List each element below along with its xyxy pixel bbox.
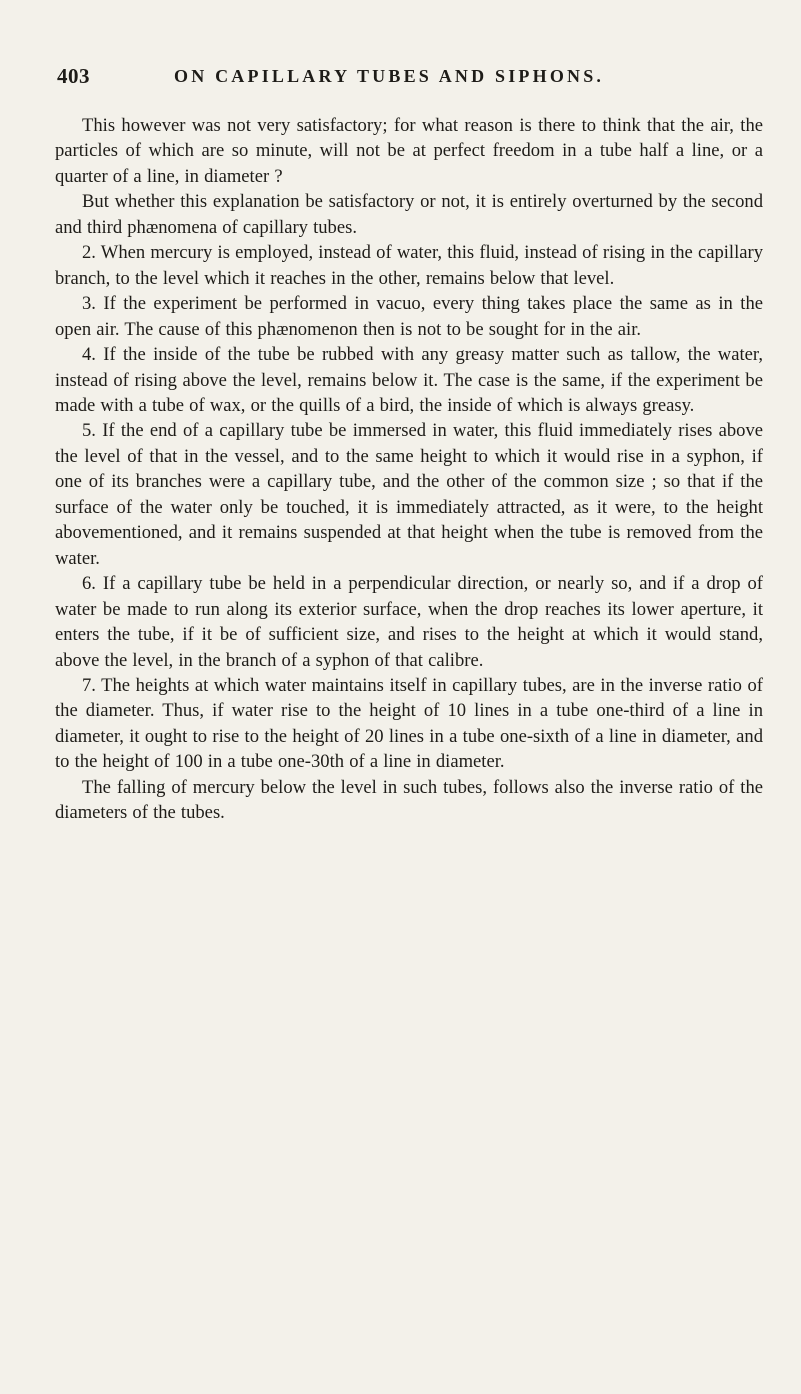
paragraph: But whether this explanation be satisfactory or not, it is entirely overturned by the second and third phænomena of capillary tubes.: [55, 191, 763, 238]
page-header: [57, 64, 757, 94]
paragraph: 3. If the experiment be performed in vacuo, every thing takes place the same as in the open air. The cause of this phænomenon then is not to be sought for in the air.: [55, 293, 763, 340]
paragraph: 4. If the inside of the tube be rubbed with any greasy matter such as tallow, the water, instead of rising above the level, remains below it. The case is the same, if the experiment be made with a tube of wax, or the quills of a bird, the inside of which is always greasy.: [55, 344, 763, 416]
paragraph: 7. The heights at which water maintains itself in capillary tubes, are in the inverse ratio of the diameter. Thus, if water rise to the height of 10 lines in a tube one-third of a line in diameter, it ought to rise to the height of 20 lines in a tube one-sixth of a line in diameter, and to the height of 100 in a tube one-30th of a line in diameter.: [55, 674, 763, 773]
paragraph: 2. When mercury is employed, instead of water, this fluid, instead of rising in the capillary branch, to the level which it reaches in the other, remains below that level.: [55, 242, 763, 289]
body-text: [55, 113, 763, 826]
paragraph: 6. If a capillary tube be held in a perpendicular direction, or nearly so, and if a drop of water be made to run along its exterior surface, when the drop reaches its lower aperture, it enters the tube, if it be of sufficient size, and rises to the height at which it would stand, above the level, in the branch of a syphon of that calibre.: [55, 573, 763, 671]
paragraph: The falling of mercury below the level in such tubes, follows also the inverse ratio of the diameters of the tubes.: [55, 776, 763, 824]
page-number: 403: [57, 64, 90, 88]
paragraph: This however was not very satisfactory; for what reason is there to think that the air, the particles of which are so minute, will not be at perfect freedom in a tube half a line, or a quarter of a line, in diameter ?: [55, 115, 763, 187]
running-head: ON CAPILLARY TUBES AND SIPHONS.: [174, 66, 605, 86]
paragraph: 5. If the end of a capillary tube be immersed in water, this fluid immediately rises above the level of that in the vessel, and to the same height to which it would rise in a syphon, if one of its branches were a capillary tube, and the other of the common size ; so that if the surface of the water only be touched, it is immediately attracted, as it were, to the height abovementioned, and it remains suspended at that height when the tube is removed from the water.: [55, 420, 763, 569]
